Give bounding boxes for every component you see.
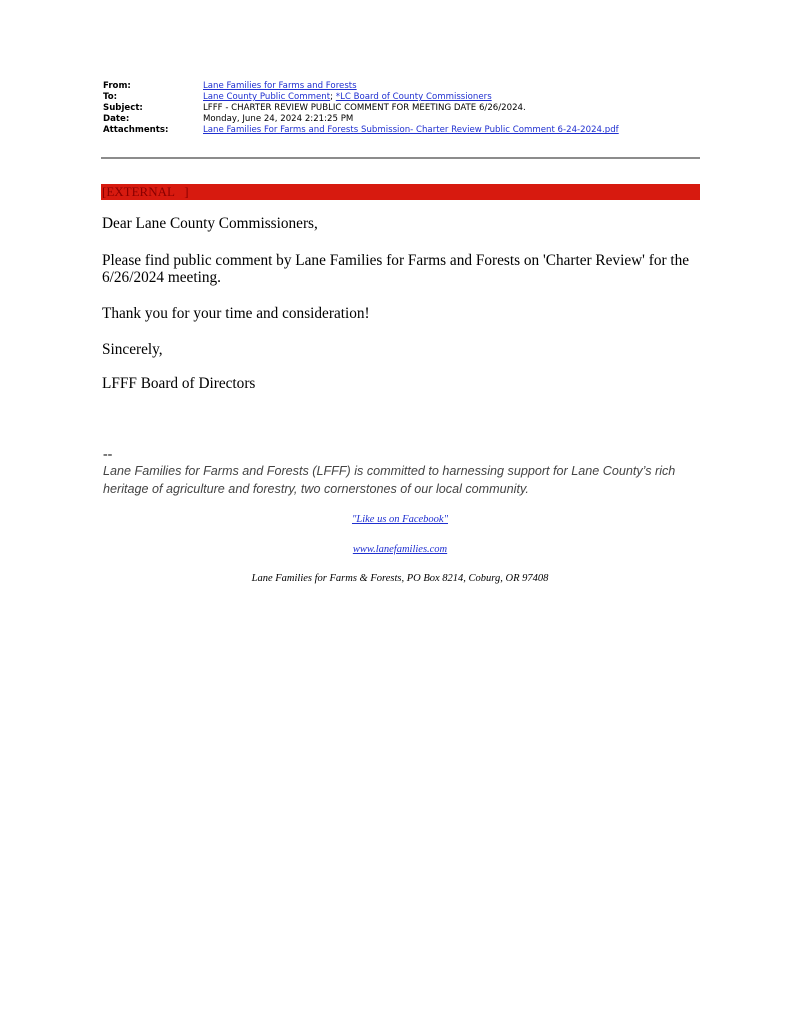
- date-value: Monday, June 24, 2024 2:21:25 PM: [203, 114, 354, 125]
- from-link[interactable]: Lane Families for Farms and Forests: [203, 81, 357, 91]
- to-separator: ;: [330, 92, 334, 103]
- to-row: [103, 92, 700, 103]
- thanks-line: Thank you for your time and consideration!: [102, 305, 370, 322]
- date-label: Date:: [103, 114, 130, 125]
- to-recipient-link-2[interactable]: *LC Board of County Commissioners: [335, 92, 492, 103]
- to-label: To:: [103, 92, 118, 103]
- external-banner: [101, 184, 700, 200]
- email-header: [103, 81, 700, 136]
- date-row: [103, 114, 700, 125]
- from-label: From:: [103, 81, 131, 91]
- from-row: [103, 81, 700, 92]
- closing-line: Sincerely,: [102, 341, 163, 358]
- external-banner-text: [EXTERNAL ]: [102, 184, 189, 199]
- attachment-link[interactable]: Lane Families For Farms and Forests Submission- Charter Review Public Comment 6-24-2024.pdf: [203, 125, 619, 136]
- postal-address: Lane Families for Farms & Forests, PO Box 8214, Coburg, OR 97408: [251, 573, 549, 584]
- subject-row: [103, 103, 700, 114]
- subject-value: LFFF - CHARTER REVIEW PUBLIC COMMENT FOR MEETING DATE 6/26/2024.: [203, 103, 526, 114]
- body-paragraph: Please find public comment by Lane Families for Farms and Forests on 'Charter Review' for the 6/26/2024 meeting.: [102, 252, 690, 286]
- subject-label: Subject:: [103, 103, 143, 114]
- greeting: Dear Lane County Commissioners,: [102, 215, 318, 232]
- to-recipient-link-1[interactable]: Lane County Public Comment: [203, 92, 331, 103]
- signer-line: LFFF Board of Directors: [102, 375, 256, 392]
- attachments-row: [103, 125, 700, 136]
- signature-tagline: Lane Families for Farms and Forests (LFFF) is committed to harnessing support for Lane County’s rich heritage of agriculture and forestry, two cornerstones of our local community.: [103, 464, 676, 496]
- attachments-label: Attachments:: [103, 125, 169, 136]
- website-link[interactable]: www.lanefamilies.com: [352, 544, 448, 555]
- signature-separator: --: [103, 447, 113, 462]
- header-divider: [101, 157, 700, 159]
- facebook-link[interactable]: "Like us on Facebook": [351, 514, 448, 525]
